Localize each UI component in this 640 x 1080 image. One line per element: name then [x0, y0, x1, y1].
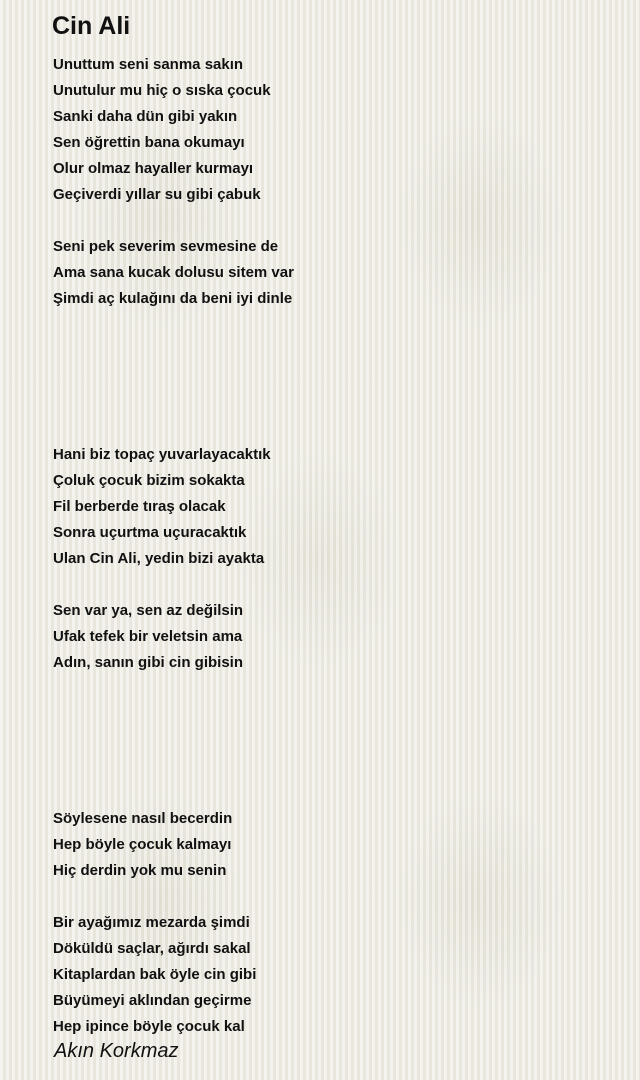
stanza-6: [53, 910, 613, 1040]
section-spacer: [53, 676, 613, 806]
poem-line: Döküldü saçlar, ağırdı sakal: [53, 940, 251, 957]
poem-line: Unutulur mu hiç o sıska çocuk: [53, 82, 271, 99]
poem-line: Seni pek severim sevmesine de: [53, 238, 279, 255]
poem-line: Sonra uçurtma uçuracaktık: [53, 524, 247, 541]
poem-line: Hep ipince böyle çocuk kal: [53, 1018, 245, 1035]
poem-line: Hep böyle çocuk kalmayı: [53, 836, 232, 853]
poem-line: Fil berberde tıraş olacak: [53, 498, 226, 515]
poem-title: Cin Ali: [52, 12, 131, 40]
stanza-3: [53, 442, 613, 572]
poem-line: Adın, sanın gibi cin gibisin: [53, 654, 244, 671]
poem-line: Şimdi aç kulağını da beni iyi dinle: [53, 290, 293, 307]
poem-line: Kitaplardan bak öyle cin gibi: [53, 966, 257, 983]
poem-line: Söylesene nasıl becerdin: [53, 810, 233, 827]
poem-line: Hani biz topaç yuvarlayacaktık: [53, 446, 271, 463]
poem-line: Unuttum seni sanma sakın: [53, 56, 244, 73]
stanza-5: [53, 806, 613, 884]
poem-line: Bir ayağımız mezarda şimdi: [53, 914, 250, 931]
stanza-spacer: [53, 572, 613, 598]
stanza-spacer: [53, 208, 613, 234]
poem-line: Ama sana kucak dolusu sitem var: [53, 264, 294, 281]
poem-line: Sanki daha dün gibi yakın: [53, 108, 238, 125]
poem-line: Çoluk çocuk bizim sokakta: [53, 472, 245, 489]
stanza-spacer: [53, 884, 613, 910]
stanza-1: [53, 52, 613, 208]
poem-line: Ufak tefek bir veletsin ama: [53, 628, 243, 645]
poem-line: Sen öğrettin bana okumayı: [53, 134, 245, 151]
poem-line: Olur olmaz hayaller kurmayı: [53, 160, 254, 177]
poem-line: Sen var ya, sen az değilsin: [53, 602, 244, 619]
stanza-2: [53, 234, 613, 312]
poem-line: Büyümeyi aklından geçirme: [53, 992, 252, 1009]
stanza-4: [53, 598, 613, 676]
poem-author: Akın Korkmaz: [54, 1040, 179, 1062]
poem-line: Ulan Cin Ali, yedin bizi ayakta: [53, 550, 265, 567]
poem-line: Hiç derdin yok mu senin: [53, 862, 227, 879]
poem-body: [53, 52, 613, 1040]
section-spacer: [53, 312, 613, 442]
poem-line: Geçiverdi yıllar su gibi çabuk: [53, 186, 261, 203]
